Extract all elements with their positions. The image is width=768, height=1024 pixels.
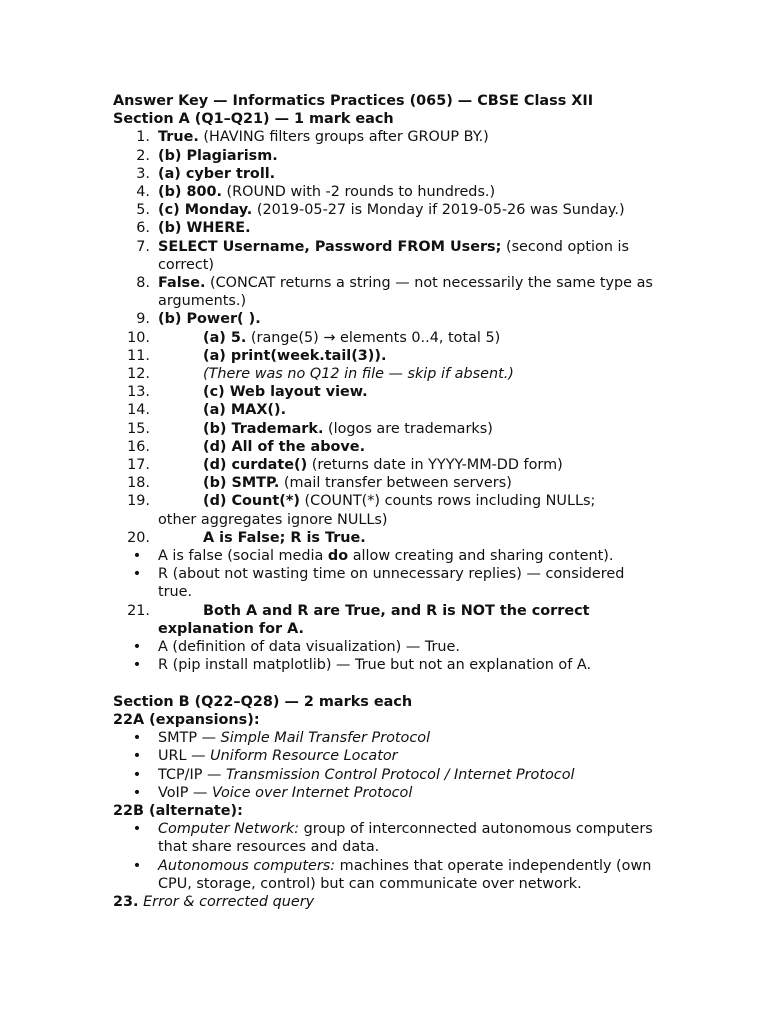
list-item: 8. False. (CONCAT returns a string — not necessarily the same type as arguments.)	[136, 275, 653, 310]
section-b-heading: Section B (Q22–Q28) — 2 marks each	[113, 693, 413, 710]
bullet-item: • A (definition of data visualization) — True.	[132, 639, 460, 656]
list-item-continuation: explanation for A.	[158, 620, 305, 637]
bullet-item: • A is false (social media do allow creating and sharing content).	[132, 548, 614, 565]
bullet-icon: •	[132, 821, 142, 838]
bullet-item: • VoIP — Voice over Internet Protocol	[132, 784, 413, 801]
list-item: 13. (c) Web layout view.	[127, 384, 368, 401]
bullet-icon: •	[132, 857, 142, 874]
list-item: 10. (a) 5. (range(5) → elements 0..4, total 5)	[127, 329, 501, 346]
list-item: 19. (d) Count(*) (COUNT(*) counts rows including NULLs;	[127, 493, 596, 510]
list-item: 1. True. (HAVING filters groups after GROUP BY.)	[136, 129, 489, 146]
bullet-item: • SMTP — Simple Mail Transfer Protocol	[132, 730, 431, 747]
list-item: 15. (b) Trademark. (logos are trademarks)	[127, 420, 493, 437]
bullet-icon: •	[132, 784, 142, 801]
list-item: 18. (b) SMTP. (mail transfer between servers)	[127, 475, 512, 492]
bullet-icon: •	[132, 748, 142, 765]
section-a-heading: Section A (Q1–Q21) — 1 mark each	[113, 111, 394, 128]
list-item: 2. (b) Plagiarism.	[136, 147, 278, 164]
list-item: 5. (c) Monday. (2019-05-27 is Monday if 2019-05-26 was Sunday.)	[136, 202, 625, 219]
spacer	[113, 675, 658, 693]
bullet-item: • R (about not wasting time on unnecessary replies) — considered true.	[132, 566, 625, 601]
list-item: 11. (a) print(week.tail(3)).	[127, 347, 387, 364]
bullet-item: • Computer Network: group of interconnected autonomous computers that share resources and data.	[132, 821, 653, 856]
list-item: 17. (d) curdate() (returns date in YYYY-MM-DD form)	[127, 457, 563, 474]
bullet-item: • Autonomous computers: machines that operate independently (own CPU, storage, control) but can communicate over network.	[132, 857, 652, 892]
list-item: 6. (b) WHERE.	[136, 220, 251, 237]
list-item: 16. (d) All of the above.	[127, 438, 366, 455]
bullet-icon: •	[132, 657, 142, 674]
list-item: 21. Both A and R are True, and R is NOT the correct	[127, 602, 590, 619]
document-title: Answer Key — Informatics Practices (065) — CBSE Class XII	[113, 93, 594, 109]
bullet-item: • R (pip install matplotlib) — True but not an explanation of A.	[132, 657, 592, 674]
q22a-heading: 22A (expansions):	[113, 711, 260, 728]
list-item-continuation: other aggregates ignore NULLs)	[158, 511, 388, 528]
list-item: 4. (b) 800. (ROUND with -2 rounds to hundreds.)	[136, 184, 496, 201]
bullet-icon: •	[132, 566, 142, 583]
bullet-icon: •	[132, 548, 142, 565]
bullet-icon: •	[132, 766, 142, 783]
list-item: 9. (b) Power( ).	[136, 311, 261, 328]
q23-line: 23. Error & corrected query	[113, 893, 315, 910]
list-item: 3. (a) cyber troll.	[136, 165, 276, 182]
bullet-icon: •	[132, 730, 142, 747]
list-item: 14. (a) MAX().	[127, 402, 287, 419]
bullet-icon: •	[132, 639, 142, 656]
bullet-item: • TCP/IP — Transmission Control Protocol / Internet Protocol	[132, 766, 575, 783]
bullet-item: • URL — Uniform Resource Locator	[132, 748, 398, 765]
list-item: 7. SELECT Username, Password FROM Users; (second option is correct)	[136, 238, 630, 273]
list-item: 20. A is False; R is True.	[127, 529, 366, 546]
q22b-heading: 22B (alternate):	[113, 802, 243, 819]
answer-key-document	[113, 92, 658, 911]
list-item: 12. (There was no Q12 in file — skip if absent.)	[127, 366, 514, 383]
